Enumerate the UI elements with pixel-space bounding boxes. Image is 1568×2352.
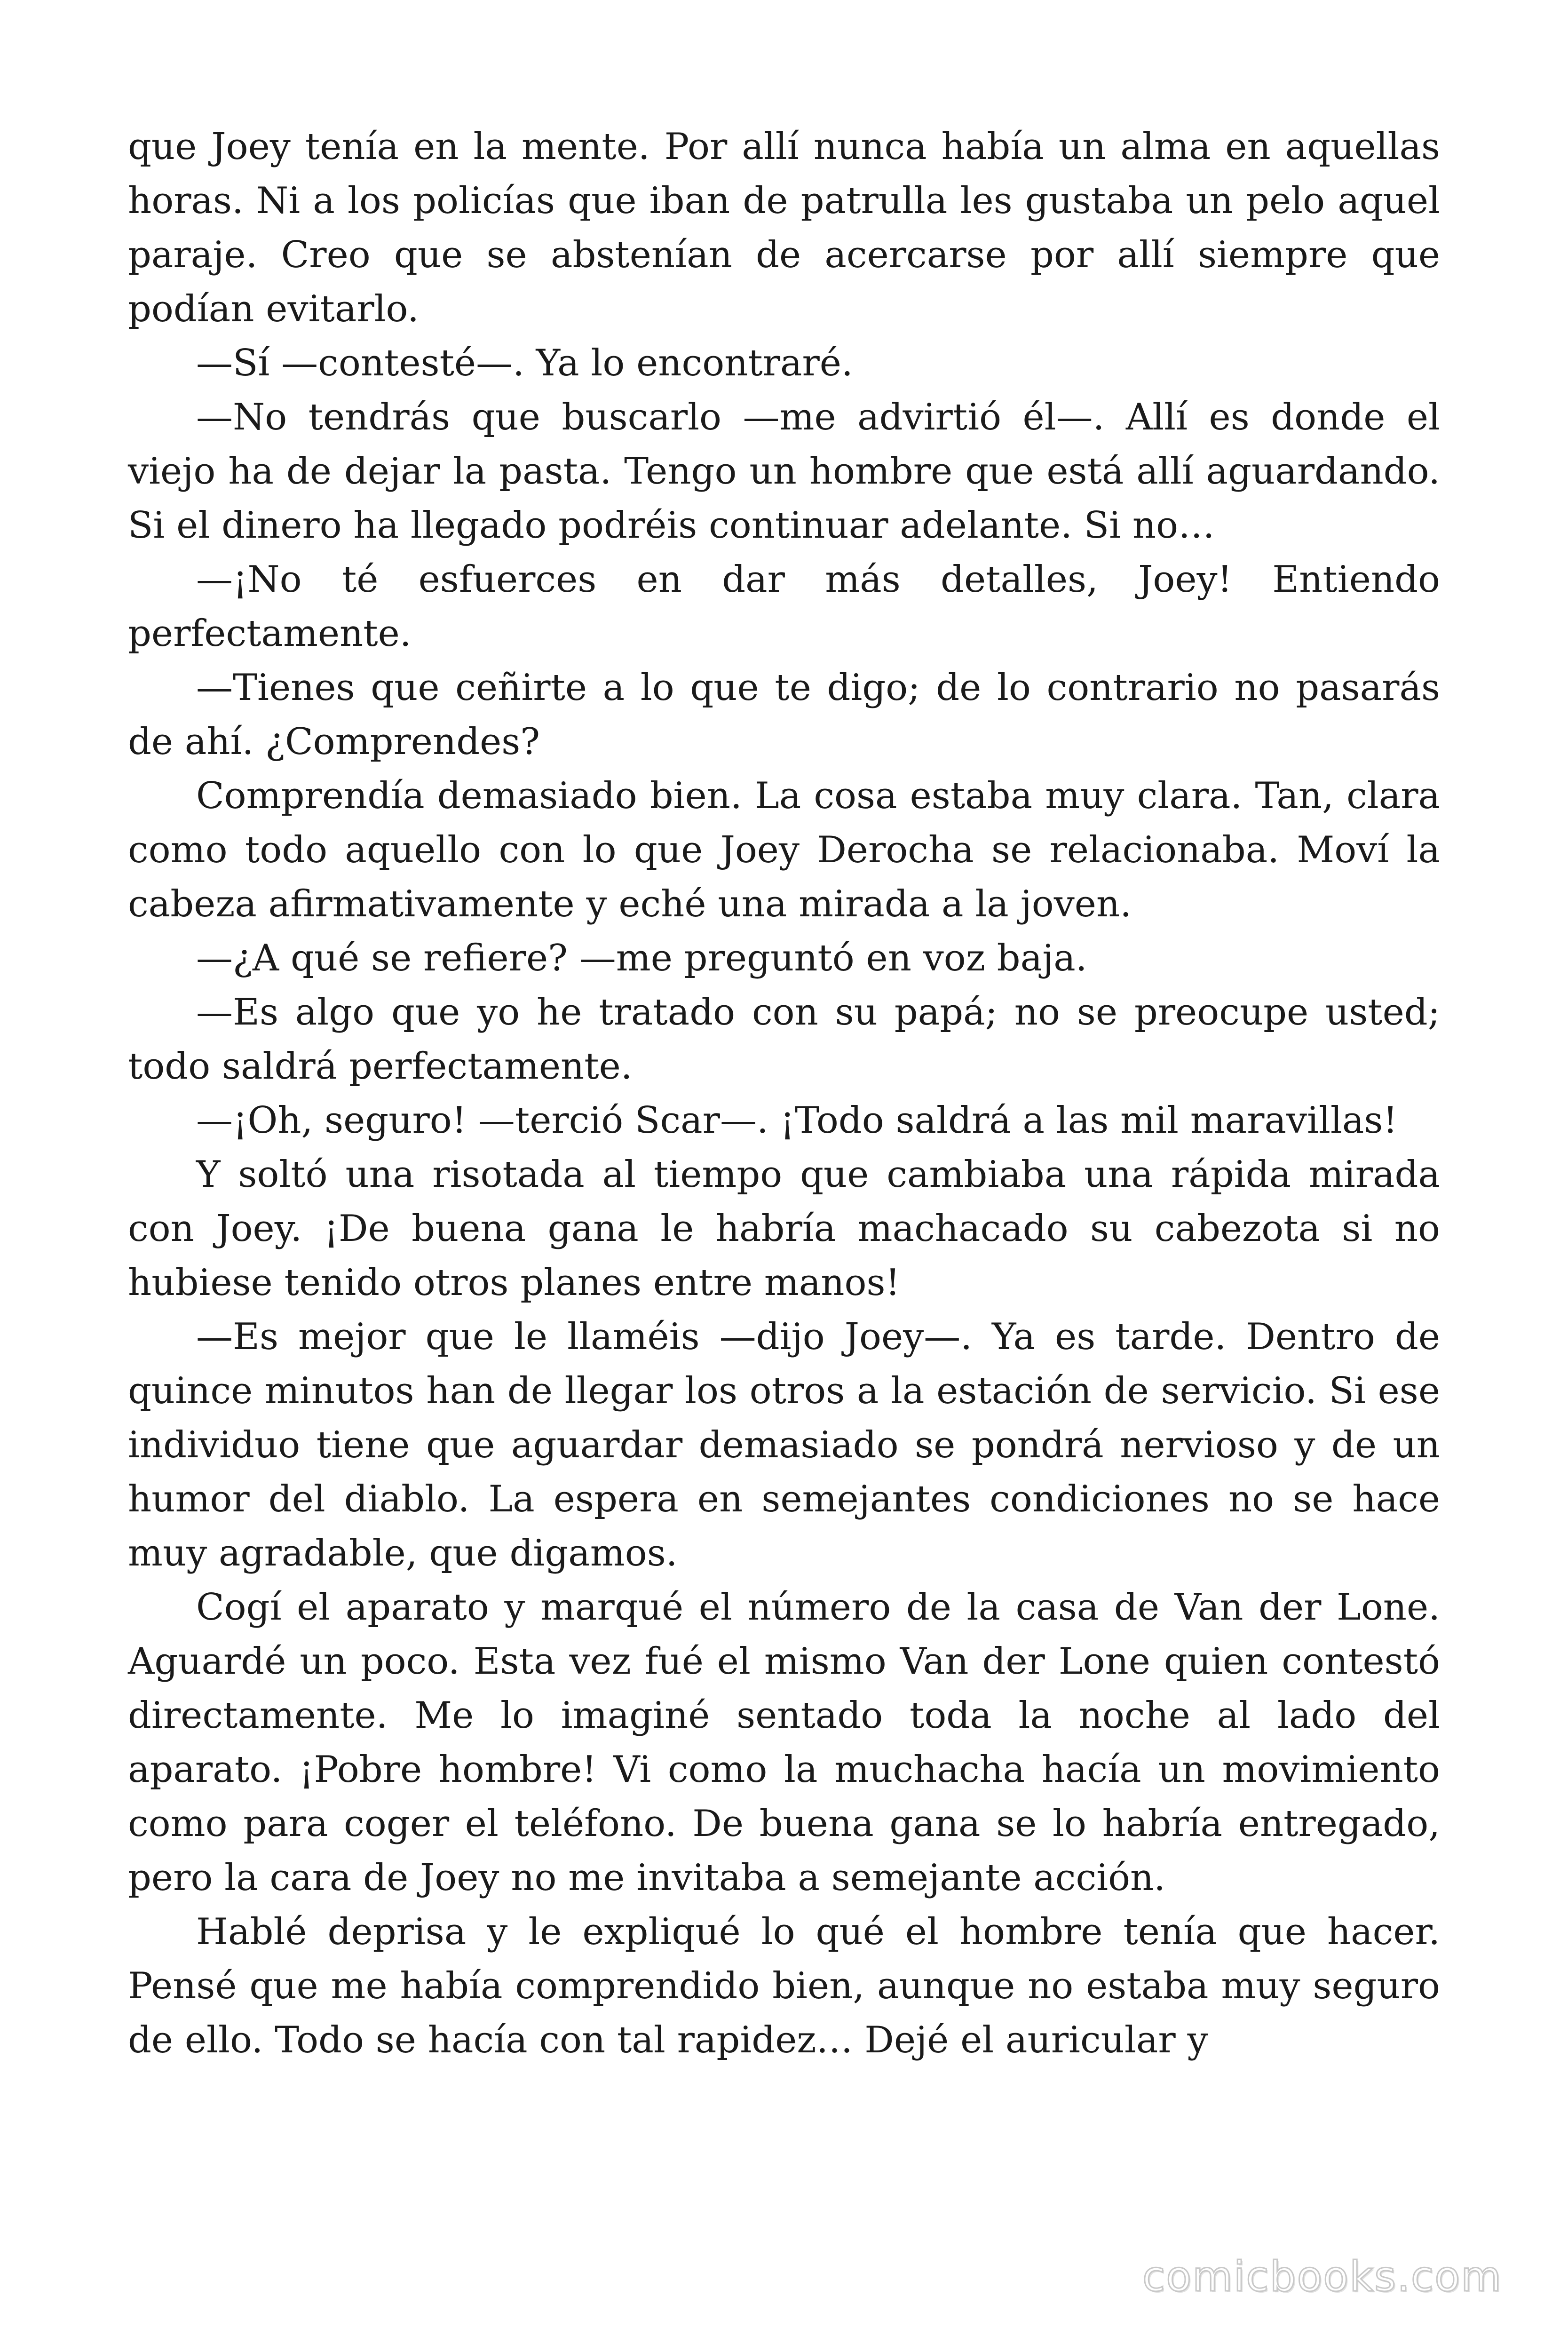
paragraph: —Es mejor que le llaméis —dijo Joey—. Ya es tarde. Dentro de quince minutos han de llegar los otros a la estación de servicio. Si ese individuo tiene que aguardar demasiado se pondrá nervioso y de un humor del diablo. La espera en semejantes condiciones no se hace muy agradable, que digamos. (128, 1316, 1440, 1574)
paragraph: —Sí —contesté—. Ya lo encontraré. (196, 342, 853, 384)
paragraph: —¡Oh, seguro! —terció Scar—. ¡Todo saldrá a las mil maravillas! (196, 1099, 1398, 1142)
paragraph: —¿A qué se refiere? —me preguntó en voz baja. (196, 937, 1087, 979)
paragraph: —¡No té esfuerces en dar más detalles, Joey! Entiendo perfectamente. (128, 558, 1440, 655)
paragraph: —Tienes que ceñirte a lo que te digo; de lo contrario no pasarás de ahí. ¿Comprendes? (128, 667, 1440, 763)
paragraph: Comprendía demasiado bien. La cosa estaba muy clara. Tan, clara como todo aquello con lo que Joey Derocha se relacionaba. Moví la cabeza afirmativamente y eché una mirada a la joven. (128, 775, 1440, 925)
paragraph: Y soltó una risotada al tiempo que cambiaba una rápida mirada con Joey. ¡De buena gana le habría machacado su cabezota si no hubiese tenido otros planes entre manos! (128, 1153, 1440, 1304)
paragraph: —Es algo que yo he tratado con su papá; no se preocupe usted; todo saldrá perfectamente. (128, 991, 1440, 1088)
watermark: comicbooks.com (1142, 2252, 1502, 2301)
paragraph: que Joey tenía en la mente. Por allí nunca había un alma en aquellas horas. Ni a los policías que iban de patrulla les gustaba un pelo aquel paraje. Creo que se abstenían de acercarse por allí siempre que podían evitarlo. (128, 126, 1440, 330)
page-body (128, 120, 1440, 2067)
paragraph: Hablé deprisa y le expliqué lo qué el hombre tenía que hacer. Pensé que me había comprendido bien, aunque no estaba muy seguro de ello. Todo se hacía con tal rapidez… Dejé el auricular y (128, 1911, 1440, 2061)
paragraph: —No tendrás que buscarlo —me advirtió él—. Allí es donde el viejo ha de dejar la pasta. Tengo un hombre que está allí aguardando. Si el dinero ha llegado podréis continuar adelante. Si no… (128, 396, 1440, 547)
paragraph: Cogí el aparato y marqué el número de la casa de Van der Lone. Aguardé un poco. Esta vez fué el mismo Van der Lone quien contestó directamente. Me lo imaginé sentado toda la noche al lado del aparato. ¡Pobre hombre! Vi como la muchacha hacía un movimiento como para coger el teléfono. De buena gana se lo habría entregado, pero la cara de Joey no me invitaba a semejante acción. (128, 1586, 1440, 1899)
